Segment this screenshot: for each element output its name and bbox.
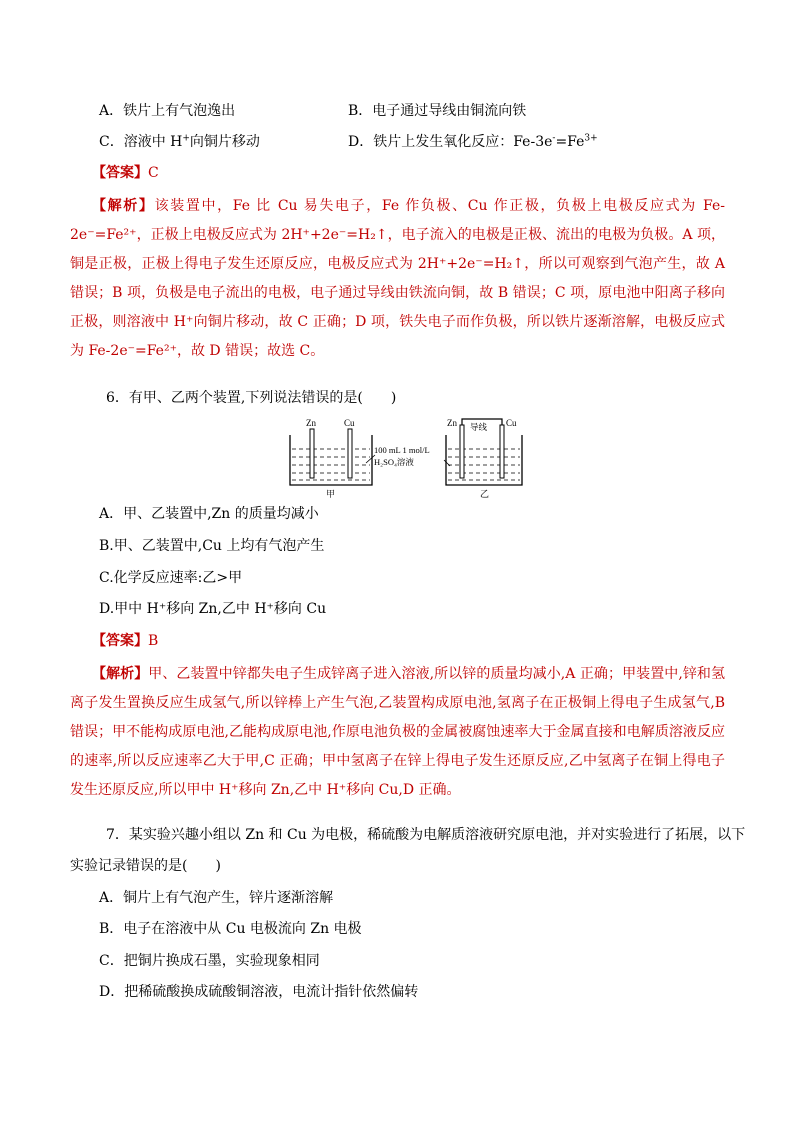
cu-label-jia: Cu	[344, 418, 355, 428]
q6-answer-label: 【答案】	[92, 633, 148, 649]
q6-analysis-text: 甲、乙装置中锌都失电子生成锌离子进入溶液,所以锌的质量均减小,A 正确；甲装置中,锌和氢离子发生置换反应生成氢气,所以锌棒上产生气泡,乙装置构成原电池,氢离子在正极铜上得电子生成氢气,B 错误；甲不能构成原电池,乙能构成原电池,作原电池负极的金属被腐蚀速率大于金属直接和电解质溶液反应的速率,所以反应速率乙大于甲,C 正确；甲中氢离子在锌上得电子发生还原反应,乙中氢离子在铜上得电子发生还原反应,所以甲中 H⁺移向 Zn,乙中 H⁺移向 Cu,D 正确。	[70, 666, 725, 798]
wire-label: 导线	[470, 422, 488, 432]
q7-option-a: A．铜片上有气泡产生，锌片逐渐溶解	[99, 890, 334, 906]
q6-answer	[92, 632, 158, 650]
q5-answer-label: 【答案】	[92, 165, 148, 181]
q7-option-c: C．把铜片换成石墨，实验现象相同	[99, 953, 320, 969]
q5-analysis	[70, 192, 725, 366]
q5-option-c-post: 向铜片移动	[189, 134, 260, 150]
q5-analysis-text: 该装置中，Fe 比 Cu 易失电子，Fe 作负极、Cu 作正极，负极上电极反应式为 Fe-2e⁻=Fe²⁺，正极上电极反应式为 2H⁺+2e⁻=H₂↑，电子流入的电极是正极、流出的电极为负极。A 项，铜是正极，正极上得电子发生还原反应，电极反应式为 2H⁺+2e⁻=H₂↑，所以可观察到气泡产生，故 A 错误；B 项，负极是电子流出的电极，电子通过导线由铁流向铜，故 B 错误；C 项，原电池中阳离子移向正极，则溶液中 H⁺向铜片移动，故 C 正确；D 项，铁失电子而作负极，所以铁片逐渐溶解，电极反应式为 Fe-2e⁻=Fe²⁺，故 D 错误；故选 C。	[70, 198, 726, 359]
q7-option-d: D．把稀硫酸换成硫酸铜溶液，电流计指针依然偏转	[99, 984, 419, 1000]
beaker-jia	[290, 429, 372, 485]
q7-stem-line1: 7．某实验兴趣小组以 Zn 和 Cu 为电极，稀硫酸为电解质溶液研究原电池，并对实验进行了拓展，以下	[106, 827, 746, 843]
q5-option-b: B．电子通过导线由铜流向铁	[348, 103, 527, 119]
cu-label-yi: Cu	[506, 418, 517, 428]
q5-option-a: A．铁片上有气泡逸出	[99, 103, 236, 119]
q6-answer-value: B	[148, 633, 159, 649]
q5-option-c-sup: +	[182, 133, 190, 144]
q6-stem: 6．有甲、乙两个装置,下列说法错误的是( )	[106, 390, 397, 406]
q6-option-a: A．甲、乙装置中,Zn 的质量均减小	[99, 506, 319, 522]
caption-yi: 乙	[480, 489, 490, 499]
q6-analysis-label: 【解析】	[92, 666, 149, 682]
q7-option-b: B．电子在溶液中从 Cu 电极流向 Zn 电极	[99, 921, 362, 937]
q5-option-c	[99, 133, 260, 151]
q5-analysis-label: 【解析】	[92, 198, 155, 214]
q5-option-d	[348, 133, 598, 151]
q5-option-d-pre: D．铁片上发生氧化反应：Fe-3e	[348, 134, 553, 150]
q5-option-d-sup2: 3+	[584, 133, 598, 144]
q5-option-c-pre: C．溶液中 H	[99, 134, 183, 150]
electrochem-apparatus-figure	[286, 415, 526, 500]
q5-option-d-sup1: -	[552, 133, 556, 144]
q7-stem-line2: 实验记录错误的是( )	[70, 858, 221, 874]
q6-option-c: C.化学反应速率:乙>甲	[99, 570, 243, 586]
caption-jia: 甲	[326, 489, 336, 499]
q6-analysis	[70, 660, 725, 805]
zn-label-jia: Zn	[306, 418, 316, 428]
q5-option-d-mid: =Fe	[555, 134, 585, 150]
q5-answer-value: C	[148, 165, 159, 181]
zn-label-yi: Zn	[447, 418, 457, 428]
q6-option-b: B.甲、乙装置中,Cu 上均有气泡产生	[99, 538, 325, 554]
solution-label-line1: 100 mL 1 mol/L	[374, 445, 430, 455]
q5-answer	[92, 164, 159, 182]
q6-option-d: D.甲中 H⁺移向 Zn,乙中 H⁺移向 Cu	[99, 601, 327, 617]
solution-label-line2: H₂SO₄溶液	[374, 457, 414, 467]
